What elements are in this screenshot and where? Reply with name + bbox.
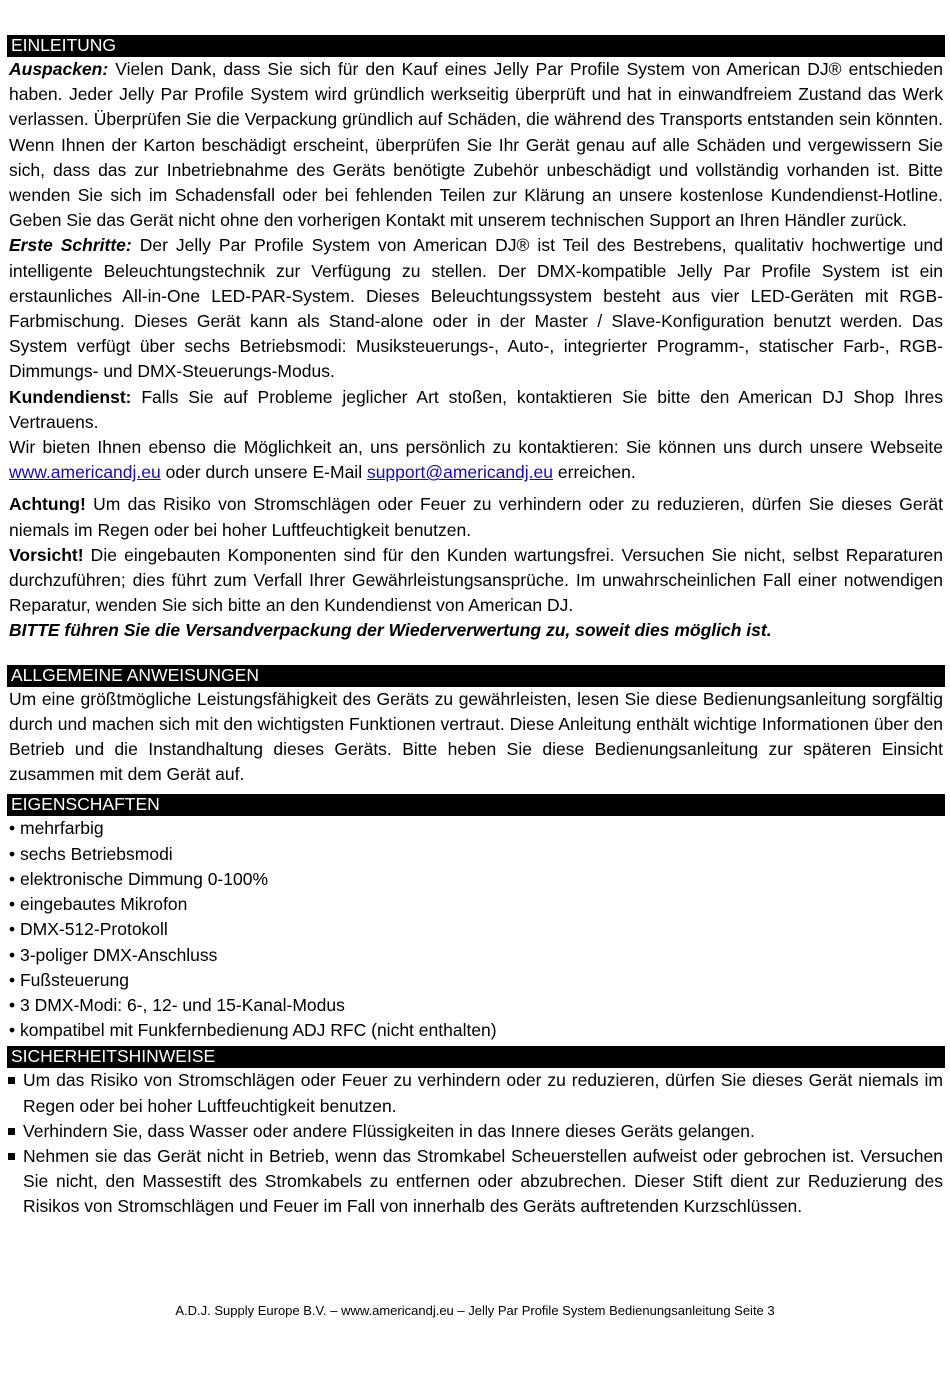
safety-item-text: Verhindern Sie, dass Wasser oder andere Flüssigkeiten in das Innere dieses Geräts gelangen. xyxy=(23,1120,755,1141)
paragraph-erste-schritte xyxy=(9,233,943,384)
vorsicht-text: Die eingebauten Komponenten sind für den Kunden wartungsfrei. Versuchen Sie nicht, selbst Reparaturen durchzuführen; dies führt zum Verfall Ihrer Gewährleistungsansprüche. Im unwahrscheinlichen Fall einer notwendigen Reparatur, wenden Sie sich bitte an den Kundendienst von American DJ. xyxy=(9,544,943,616)
kundendienst-text: Falls Sie auf Probleme jeglicher Art stoßen, kontaktieren Sie bitte den American DJ Shop Ihres Vertrauens. xyxy=(9,386,943,432)
list-item: • 3 DMX-Modi: 6-, 12- und 15-Kanal-Modus xyxy=(9,994,345,1015)
list-item xyxy=(7,1144,943,1220)
website-link[interactable]: www.americandj.eu xyxy=(9,462,161,483)
list-item: • DMX-512-Protokoll xyxy=(9,919,168,940)
erste-schritte-text: Der Jelly Par Profile System von American DJ® ist Teil des Bestrebens, qualitativ hochwertige und intelligente Beleuchtungstechnik zur Verfügung zu stellen. Der DMX-kompatible Jelly Par Profile System ist ein erstaunliches All-in-One LED-PAR-System. Dieses Beleuchtungssystem besteht aus vier LED-Geräten mit RGB-Farbmischung. Dieses Gerät kann als Stand-alone oder in der Master / Slave-Konfiguration benutzt werden. Das System verfügt über sechs Betriebsmodi: Musiksteuerungs-, Auto-, integrierter Programm-, statischer Farb-, RGB-Dimmungs- und DMX-Steuerungs-Modus. xyxy=(9,235,944,382)
list-item: • eingebautes Mikrofon xyxy=(9,894,188,915)
kundendienst-label: Kundendienst: xyxy=(9,386,132,407)
spacer xyxy=(7,787,945,794)
paragraph-recycling-note: BITTE führen Sie die Versandverpackung der Wiederverwertung zu, soweit dies möglich ist. xyxy=(9,620,772,641)
list-item: • Fußsteuerung xyxy=(9,969,129,990)
list-item: • 3-poliger DMX-Anschluss xyxy=(9,944,218,965)
section-header-eigenschaften: EIGENSCHAFTEN xyxy=(7,794,945,816)
spacer xyxy=(7,485,945,492)
paragraph-achtung xyxy=(9,492,943,542)
paragraph-vorsicht xyxy=(9,543,943,619)
paragraph-kundendienst xyxy=(9,385,943,435)
features-list xyxy=(7,816,945,1043)
manual-page xyxy=(7,35,945,1220)
paragraph-allgemeine-anweisungen: Um eine größtmögliche Leistungsfähigkeit des Geräts zu gewährleisten, lesen Sie diese Bedienungsanleitung sorgfältig durch und machen sich mit den wichtigsten Funktionen vertraut. Diese Anleitung enthält wichtige Informationen über den Betrieb und die Instandhaltung dieses Geräts. Bitte heben Sie diese Bedienungsanleitung zur späteren Einsicht zusammen mit dem Gerät auf. xyxy=(9,688,943,785)
section-header-allgemeine-anweisungen: ALLGEMEINE ANWEISUNGEN xyxy=(7,665,945,687)
section-header-sicherheitshinweise: SICHERHEITSHINWEISE xyxy=(7,1046,945,1068)
spacer xyxy=(7,644,945,665)
list-item xyxy=(7,1119,943,1144)
list-item: • mehrfarbig xyxy=(9,818,104,839)
square-bullet-icon xyxy=(8,1077,15,1084)
page-footer: A.D.J. Supply Europe B.V. – www.americandj.eu – Jelly Par Profile System Bedienungsanleitung Seite 3 xyxy=(175,1303,775,1318)
safety-item-text: Um das Risiko von Stromschlägen oder Feuer zu verhindern oder zu reduzieren, dürfen Sie dieses Gerät niemals im Regen oder bei hoher Luftfeuchtigkeit benutzen. xyxy=(23,1070,943,1116)
achtung-text: Um das Risiko von Stromschlägen oder Feuer zu verhindern oder zu reduzieren, dürfen Sie dieses Gerät niemals im Regen oder bei hoher Luftfeuchtigkeit benutzen. xyxy=(9,494,943,540)
section-header-einleitung: EINLEITUNG xyxy=(7,35,945,57)
auspacken-label: Auspacken: xyxy=(9,59,109,79)
list-item: • sechs Betriebsmodi xyxy=(9,843,173,864)
achtung-label: Achtung! xyxy=(9,494,86,515)
support-email-link[interactable]: support@americandj.eu xyxy=(366,462,554,483)
paragraph-auspacken xyxy=(9,57,943,233)
paragraph-contact xyxy=(9,435,943,485)
vorsicht-label: Vorsicht! xyxy=(9,544,84,565)
safety-item-text: Nehmen sie das Gerät nicht in Betrieb, wenn das Stromkabel Scheuerstellen aufweist oder gebrochen ist. Versuchen Sie nicht, den Massestift des Stromkabels zu entfernen oder abzubrechen. Dieser Stift dient zur Reduzierung des Risikos von Stromschlägen und Feuer im Fall von innerhalb des Geräts auftretenden Kurzschlüssen. xyxy=(23,1145,943,1217)
safety-list xyxy=(7,1068,945,1219)
square-bullet-icon xyxy=(8,1128,15,1135)
contact-pre: Wir bieten Ihnen ebenso die Möglichkeit an, uns persönlich zu kontaktieren: Sie können uns durch unsere Webseite xyxy=(9,437,943,458)
list-item xyxy=(7,1068,943,1118)
auspacken-text: Vielen Dank, dass Sie sich für den Kauf eines Jelly Par Profile System von American DJ® entschieden haben. Jeder Jelly Par Profile System wird gründlich werkseitig überprüft und hat in einwandfreiem Zustand das Werk verlassen. Überprüfen Sie die Verpackung gründlich auf Schäden, die während des Transports entstanden sein könnten. Wenn Ihnen der Karton beschädigt erscheint, überprüfen Sie Ihr Gerät genau auf alle Schäden und vergewissern Sie sich, dass das zur Inbetriebnahme des Geräts benötigte Zubehör unbeschädigt und vollständig vorhanden ist. Bitte wenden Sie sich im Schadensfall oder bei fehlenden Teilen zur Klärung an unsere kostenlose Kundendienst-Hotline. Geben Sie das Gerät nicht ohne den vorherigen Kontakt mit unserem technischen Support an Ihren Händler zurück. xyxy=(9,59,943,231)
list-item: • kompatibel mit Funkfernbedienung ADJ RFC (nicht enthalten) xyxy=(9,1020,497,1041)
erste-schritte-label: Erste Schritte: xyxy=(9,235,132,256)
list-item: • elektronische Dimmung 0-100% xyxy=(9,868,269,889)
contact-mid: oder durch unsere E-Mail xyxy=(160,462,367,483)
square-bullet-icon xyxy=(8,1153,15,1160)
contact-post: erreichen. xyxy=(553,462,636,483)
